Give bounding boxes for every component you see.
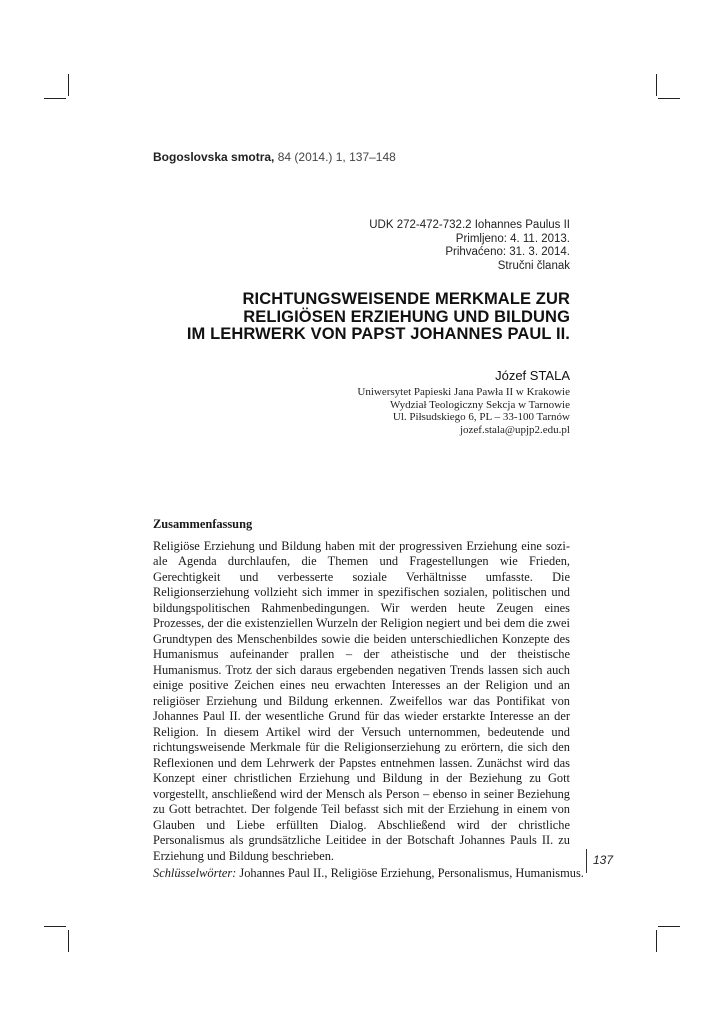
keywords-label: Schlüsselwörter: — [153, 866, 237, 880]
article-title — [187, 291, 570, 344]
crop-mark — [68, 74, 69, 96]
crop-mark — [658, 98, 680, 99]
abstract-body: Religiöse Erziehung und Bildung haben mit der progressiven Erziehung eine soziale Agenda durchlaufen, die Themen und Fragestellungen wie Frieden, Gerechtigkeit und verbesserte soziale Verhältnisse umfasste. Die Religionserziehung vollzieht sich immer in spezifischen sozialen, politischen und bildungspolitischen Rahmenbedingungen. Wir werden heute Zeugen eines Prozesses, der die existenziellen Wurzeln der Religion negiert und bei dem die zwei Grundtypen des Menschenbildes sowie die beiden unterschiedlichen Konzepte des Humanismus aufeinander prallen – der atheistische und der theistische Humanismus. Trotz der sich daraus ergebenden negativen Trends lassen sich auch einige positive Zeichen eines neu erwachten Interesses an der Religion und an religiöser Erziehung und Bildung erkennen. Zweifellos war das Pontifikat von Johannes Paul II. der wesentliche Grund für das wieder erstarkte Interesse an der Religion. In diesem Artikel wird der Versuch unternommen, bedeutende und richtungsweisende Merkmale für die Religionserziehung zu erörtern, die sich den Reflexionen und dem Lehrwerk der Papstes entnehmen lassen. Zunächst wird das Konzept einer christlichen Erziehung und Bildung in der Beziehung zu Gott vorgestellt, anschließend wird der Mensch als Person – ebenso in seiner Beziehung zu Gott betrachtet. Der folgende Teil befasst sich mit der Erziehung in einem von Glauben und Liebe erfüllten Dialog. Abschließend wird der christliche Personalismus als grundsätzliche Leitidee in der Botschaft Johannes Pauls II. zu Erziehung und Bildung beschrieben. — [153, 538, 570, 863]
author-email: jozef.stala@upjp2.edu.pl — [459, 423, 570, 436]
journal-name: Bogoslovska smotra, — [153, 150, 275, 164]
crop-mark — [44, 926, 66, 927]
crop-mark — [658, 926, 680, 927]
article-type: Stručni članak — [497, 259, 570, 272]
crop-mark — [656, 74, 657, 96]
affiliation-line: Uniwersytet Papieski Jana Pawła II w Krakowie — [357, 386, 570, 398]
abstract-section — [153, 517, 584, 882]
affiliation-line: Ul. Piłsudskiego 6, PL – 33-100 Tarnów — [392, 411, 570, 423]
crop-mark — [44, 98, 66, 99]
title-line: IM LEHRWERK VON PAPST JOHANNES PAUL II. — [186, 325, 570, 343]
udk-code: UDK 272-472-732.2 Iohannes Paulus II — [369, 219, 570, 231]
author-affiliation — [357, 386, 570, 436]
title-line: RICHTUNGSWEISENDE MERKMALE ZUR — [242, 290, 570, 308]
keywords — [153, 866, 584, 882]
received-date: Primljeno: 4. 11. 2013. — [455, 232, 570, 245]
author-name: Józef STALA — [495, 368, 570, 383]
article-meta — [369, 219, 570, 273]
title-line: RELIGIÖSEN ERZIEHUNG UND BILDUNG — [243, 307, 570, 326]
journal-details: 84 (2014.) 1, 137–148 — [277, 150, 396, 164]
page-number-rule — [586, 849, 587, 873]
page-number: 137 — [593, 853, 614, 867]
affiliation-line: Wydział Teologiczny Sekcja w Tarnowie — [389, 398, 570, 411]
accepted-date: Prihvaćeno: 31. 3. 2014. — [445, 246, 570, 258]
journal-citation — [153, 150, 396, 164]
crop-mark — [656, 930, 657, 952]
keywords-list: Johannes Paul II., Religiöse Erziehung, Personalismus, Humanismus. — [236, 866, 584, 880]
abstract-heading: Zusammenfassung — [153, 517, 253, 531]
crop-mark — [68, 930, 69, 952]
